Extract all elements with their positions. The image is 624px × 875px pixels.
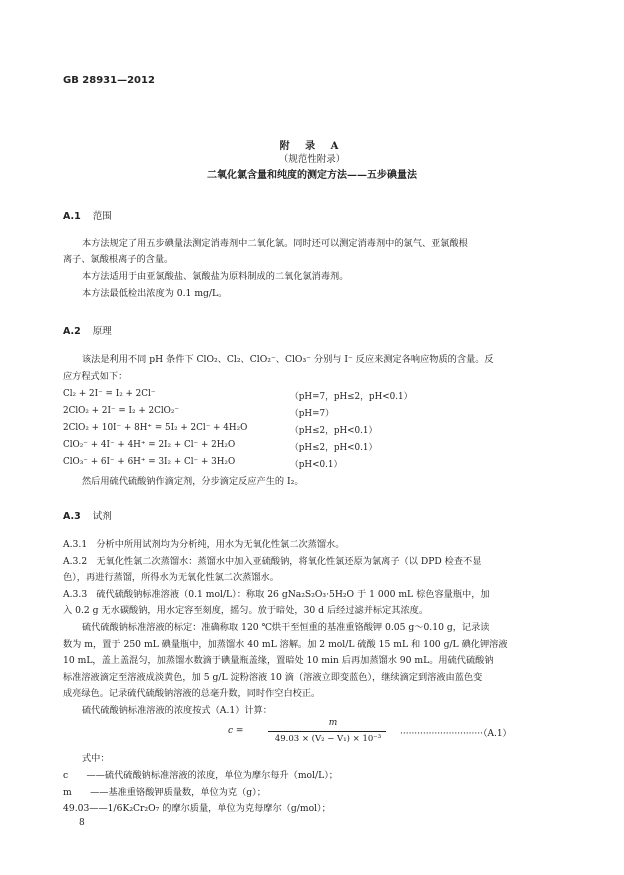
appendix-nature: （规范性附录） xyxy=(278,154,346,165)
clause: A.3.2 无氧化性氯二次蒸馏水：蒸馏水中加入亚硫酸钠，将氧化性氯还原为氯离子（以 DPD 检查不显 xyxy=(63,556,482,567)
calibration-line: 10 mL，盖上盖混匀，加蒸馏水数滴于碘量瓶盖缘，置暗处 10 min 后再加蒸馏水 90 mL。用硫代硫酸钠 xyxy=(63,655,494,666)
equation: ClO₃⁻ + 6I⁻ + 6H⁺ = 3I₂ + Cl⁻ + 3H₂O xyxy=(63,457,236,467)
equation: 2ClO₂ + 10I⁻ + 8H⁺ = 5I₂ + 2Cl⁻ + 4H₂O xyxy=(63,423,248,433)
equation: ClO₂⁻ + 4I⁻ + 4H⁺ = 2I₂ + Cl⁻ + 2H₂O xyxy=(63,440,236,450)
variable-definition: m ——基准重铬酸钾质量数，单位为克（g）； xyxy=(63,787,266,798)
paragraph: 本方法规定了用五步碘量法测定消毒剂中二氧化氯。同时还可以测定消毒剂中的氯气、亚氯酸根 xyxy=(82,238,468,249)
formula-denominator: 49.03 × (V₂ − V₁) × 10⁻³ xyxy=(274,734,382,744)
equation-condition: （pH=7，pH≤2，pH<0.1） xyxy=(290,392,413,402)
variable-definition: 49.03——1/6K₂Cr₂O₇ 的摩尔质量，单位为克每摩尔（g/mol）； xyxy=(63,803,331,814)
equation-condition: （pH≤2，pH<0.1） xyxy=(290,426,378,436)
calculation-intro: 硫代硫酸钠标准溶液的浓度按式（A.1）计算： xyxy=(82,705,272,716)
paragraph: 应方程式如下： xyxy=(63,371,128,382)
section-title: 试剂 xyxy=(92,511,112,522)
equation: 2ClO₂ + 2I⁻ = I₂ + 2ClO₂⁻ xyxy=(63,406,180,416)
calibration-line: 标准溶液滴定至溶液成淡黄色，加 5 g/L 淀粉溶液 10 滴（溶液立即变蓝色），继续滴定到溶液由蓝色变 xyxy=(63,672,483,683)
equation-condition: （pH<0.1） xyxy=(290,460,343,470)
paragraph: 离子、氯酸根离子的含量。 xyxy=(63,254,174,265)
clause-continued: 入 0.2 g 无水碳酸钠，用水定容至刻度，摇匀。放于暗处，30 d 后经过滤并标定其浓度。 xyxy=(63,605,429,616)
section-a1-heading xyxy=(63,208,112,222)
formula-numerator: m xyxy=(328,718,338,728)
paragraph: 本方法适用于由亚氯酸盐、氯酸盐为原料制成的二氧化氯消毒剂。 xyxy=(82,271,349,282)
section-number: A.2 xyxy=(63,326,81,337)
formula-lhs: c = xyxy=(228,726,244,736)
clause: A.3.1 分析中所用试剂均为分析纯，用水为无氧化性氯二次蒸馏水。 xyxy=(63,539,345,550)
appendix-title: 附 录 A xyxy=(279,141,345,152)
standard-number: GB 28931—2012 xyxy=(63,75,155,86)
section-title: 范围 xyxy=(92,211,112,222)
section-title: 原理 xyxy=(92,326,112,337)
paragraph: 然后用硫代硫酸钠作滴定剂，分步滴定反应产生的 I₂。 xyxy=(82,476,304,487)
calibration-line: 成亮绿色。记录硫代硫酸钠溶液的总毫升数，同时作空白校正。 xyxy=(63,688,321,699)
method-title: 二氧化氯含量和纯度的测定方法——五步碘量法 xyxy=(207,170,417,181)
calibration-line: 数为 m，置于 250 mL 碘量瓶中，加蒸馏水 40 mL 溶解。加 2 mol/L 硫酸 15 mL 和 100 g/L 碘化钾溶液 xyxy=(63,639,508,650)
section-number: A.3 xyxy=(63,511,81,522)
page-number: 8 xyxy=(79,818,85,828)
clause: A.3.3 硫代硫酸钠标准溶液（0.1 mol/L）：称取 26 gNa₂S₂O₃·5H₂O 于 1 000 mL 棕色容量瓶中，加 xyxy=(63,589,490,600)
formula-number: ·····························（A.1） xyxy=(400,729,512,739)
equation: Cl₂ + 2I⁻ = I₂ + 2Cl⁻ xyxy=(63,389,156,399)
equation-condition: （pH=7） xyxy=(290,409,334,419)
clause-continued: 色），再进行蒸馏，所得水为无氧化性氯二次蒸馏水。 xyxy=(63,572,279,583)
where-label: 式中： xyxy=(82,753,110,764)
paragraph: 本方法最低检出浓度为 0.1 mg/L。 xyxy=(82,288,228,299)
section-number: A.1 xyxy=(63,211,81,222)
calibration-line: 硫代硫酸钠标准溶液的标定：准确称取 120 ℃烘干至恒重的基准重铬酸钾 0.05 g～0.10 g，记录读 xyxy=(82,622,490,633)
paragraph: 该法是利用不同 pH 条件下 ClO₂、Cl₂、ClO₂⁻、ClO₃⁻ 分别与 I⁻ 反应来测定各响应物质的含量。反 xyxy=(82,354,494,365)
variable-definition: c ——硫代硫酸钠标准溶液的浓度，单位为摩尔每升（mol/L）； xyxy=(63,770,338,781)
fraction-bar xyxy=(268,731,386,732)
section-a2-heading xyxy=(63,323,112,337)
section-a3-heading xyxy=(63,508,112,522)
equation-condition: （pH≤2，pH<0.1） xyxy=(290,443,378,453)
